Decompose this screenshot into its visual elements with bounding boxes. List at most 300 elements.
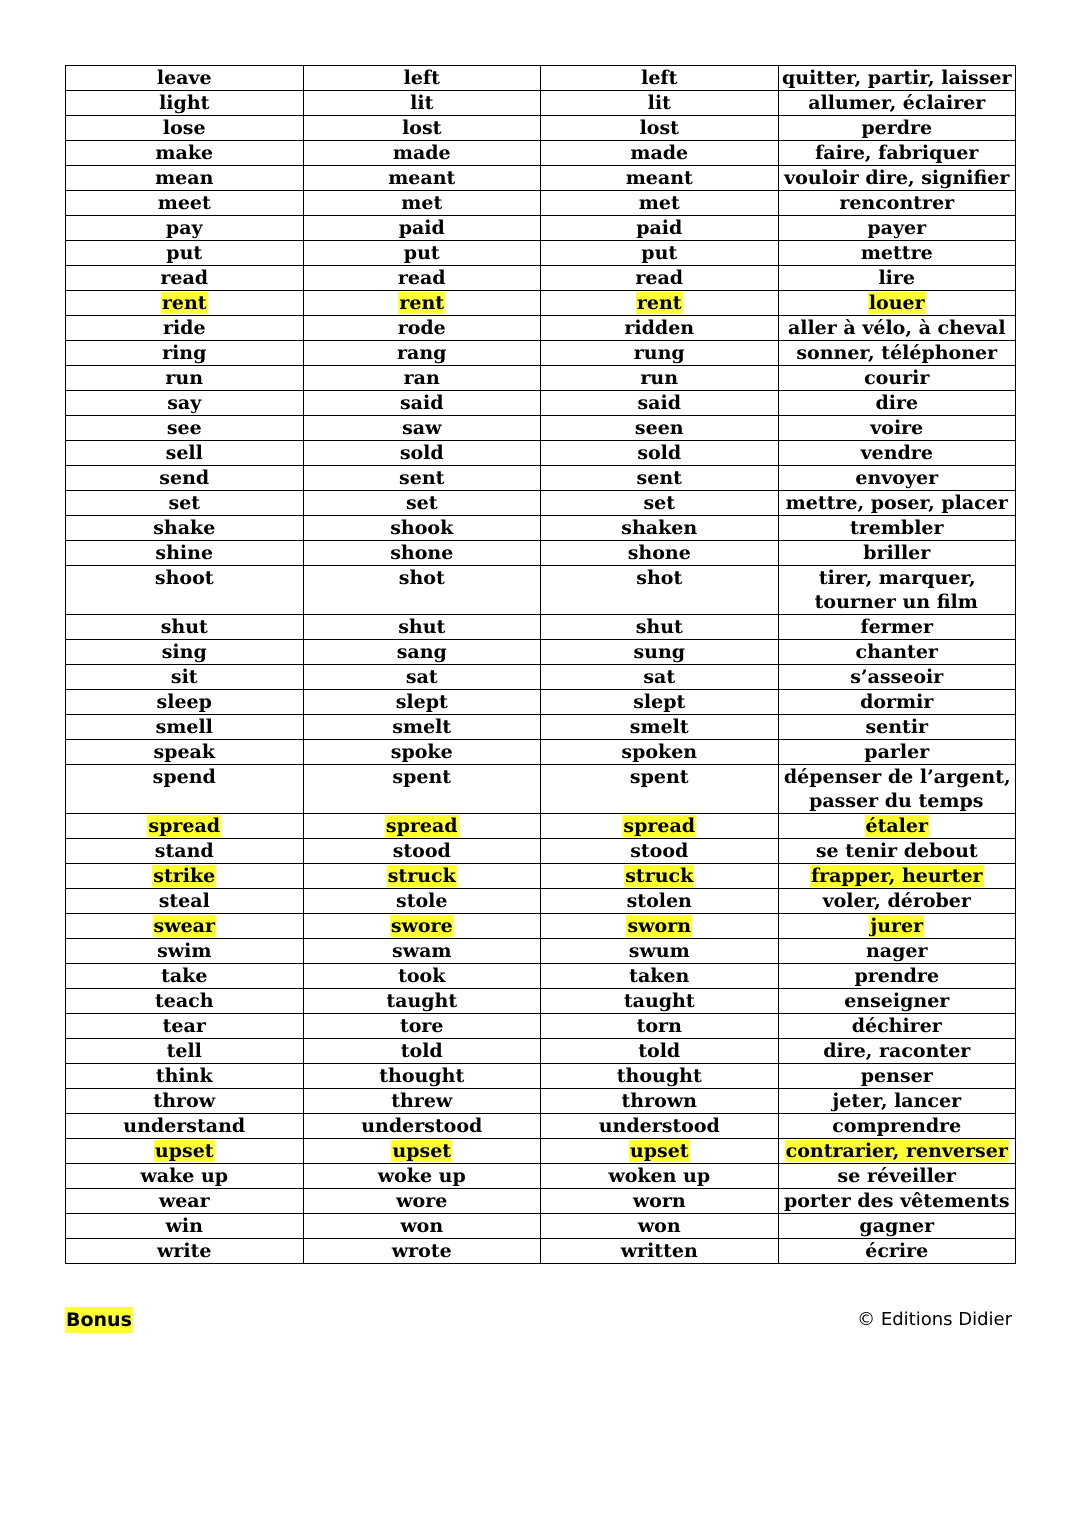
base-form-cell xyxy=(66,715,304,740)
past-simple-cell xyxy=(303,1014,541,1039)
base-form-cell xyxy=(66,914,304,939)
past-participle-cell xyxy=(541,1089,779,1114)
base-form-cell-text: ring xyxy=(162,342,207,364)
past-simple-cell xyxy=(303,391,541,416)
french-translation-cell xyxy=(778,640,1016,665)
past-participle-cell-text: seen xyxy=(634,417,684,439)
past-participle-cell-text: spoken xyxy=(621,741,698,763)
french-translation-cell xyxy=(778,266,1016,291)
base-form-cell-text: smell xyxy=(155,716,213,738)
past-participle-cell xyxy=(541,1014,779,1039)
past-participle-cell xyxy=(541,814,779,839)
french-translation-cell-text: penser xyxy=(860,1065,933,1087)
french-translation-cell-text: quitter, partir, laisser xyxy=(781,67,1012,89)
base-form-cell-text: wear xyxy=(158,1190,210,1212)
past-simple-cell-text: lost xyxy=(402,117,442,139)
table-row xyxy=(66,66,1016,91)
french-translation-cell-text: déchirer xyxy=(851,1015,942,1037)
past-simple-cell xyxy=(303,216,541,241)
past-simple-cell xyxy=(303,1089,541,1114)
past-simple-cell-text: won xyxy=(400,1215,444,1237)
past-simple-cell-text: rode xyxy=(397,317,446,339)
table-row xyxy=(66,1189,1016,1214)
french-translation-cell-text: jeter, lancer xyxy=(832,1090,962,1112)
past-simple-cell xyxy=(303,740,541,765)
past-simple-cell-text: lit xyxy=(410,92,434,114)
past-participle-cell-text: ridden xyxy=(624,317,695,339)
past-participle-cell xyxy=(541,416,779,441)
past-simple-cell-text: said xyxy=(399,392,444,414)
past-participle-cell-text: made xyxy=(630,142,689,164)
table-row xyxy=(66,366,1016,391)
french-translation-cell xyxy=(778,615,1016,640)
base-form-cell xyxy=(66,516,304,541)
french-translation-cell-text: dormir xyxy=(860,691,934,713)
base-form-cell xyxy=(66,864,304,889)
french-translation-cell-text: se tenir debout xyxy=(815,840,978,862)
past-simple-cell xyxy=(303,964,541,989)
past-simple-cell xyxy=(303,1239,541,1264)
past-participle-cell xyxy=(541,765,779,814)
table-row xyxy=(66,116,1016,141)
past-simple-cell-text: threw xyxy=(391,1090,453,1112)
table-row xyxy=(66,191,1016,216)
past-simple-cell xyxy=(303,715,541,740)
past-simple-cell xyxy=(303,1214,541,1239)
french-translation-cell-text: prendre xyxy=(854,965,940,987)
past-participle-cell xyxy=(541,839,779,864)
past-simple-cell-text: struck xyxy=(387,865,456,887)
past-simple-cell-text: upset xyxy=(392,1140,452,1162)
base-form-cell-text: wake up xyxy=(140,1165,229,1187)
table-row xyxy=(66,939,1016,964)
french-translation-cell-text: payer xyxy=(867,217,927,239)
french-translation-cell xyxy=(778,1164,1016,1189)
table-row xyxy=(66,864,1016,889)
french-translation-cell xyxy=(778,1239,1016,1264)
past-participle-cell xyxy=(541,615,779,640)
base-form-cell-text: make xyxy=(155,142,214,164)
past-participle-cell xyxy=(541,640,779,665)
past-participle-cell xyxy=(541,116,779,141)
past-simple-cell xyxy=(303,141,541,166)
table-row xyxy=(66,91,1016,116)
past-participle-cell xyxy=(541,466,779,491)
past-participle-cell-text: lost xyxy=(639,117,679,139)
base-form-cell xyxy=(66,191,304,216)
base-form-cell xyxy=(66,216,304,241)
base-form-cell-text: shut xyxy=(160,616,208,638)
past-participle-cell xyxy=(541,66,779,91)
past-participle-cell xyxy=(541,939,779,964)
past-simple-cell-text: shot xyxy=(398,567,445,589)
past-simple-cell-text: left xyxy=(403,67,440,89)
past-participle-cell-text: shot xyxy=(636,567,683,589)
table-row xyxy=(66,640,1016,665)
base-form-cell xyxy=(66,241,304,266)
past-participle-cell xyxy=(541,291,779,316)
base-form-cell-text: throw xyxy=(153,1090,216,1112)
base-form-cell-text: teach xyxy=(154,990,214,1012)
base-form-cell xyxy=(66,665,304,690)
base-form-cell xyxy=(66,341,304,366)
bonus-label: Bonus xyxy=(66,1309,132,1331)
past-participle-cell xyxy=(541,166,779,191)
past-participle-cell-text: spread xyxy=(623,815,696,837)
french-translation-cell xyxy=(778,690,1016,715)
past-participle-cell-text: worn xyxy=(632,1190,686,1212)
base-form-cell xyxy=(66,740,304,765)
french-translation-cell xyxy=(778,466,1016,491)
french-translation-cell-text: faire, fabriquer xyxy=(815,142,979,164)
french-translation-cell xyxy=(778,1064,1016,1089)
french-translation-cell-text: mettre xyxy=(860,242,933,264)
french-translation-cell xyxy=(778,1189,1016,1214)
base-form-cell-text: lose xyxy=(162,117,206,139)
past-participle-cell xyxy=(541,715,779,740)
french-translation-cell xyxy=(778,1214,1016,1239)
french-translation-cell xyxy=(778,366,1016,391)
french-translation-cell-text: sonner, téléphoner xyxy=(796,342,998,364)
base-form-cell xyxy=(66,316,304,341)
french-translation-cell xyxy=(778,216,1016,241)
past-simple-cell-text: tore xyxy=(399,1015,444,1037)
french-translation-cell xyxy=(778,864,1016,889)
past-participle-cell-text: sung xyxy=(633,641,686,663)
past-simple-cell xyxy=(303,366,541,391)
base-form-cell-text: sit xyxy=(170,666,198,688)
base-form-cell-text: swear xyxy=(153,915,215,937)
french-translation-cell xyxy=(778,715,1016,740)
past-participle-cell-text: slept xyxy=(633,691,686,713)
past-simple-cell xyxy=(303,839,541,864)
past-simple-cell xyxy=(303,1189,541,1214)
table-row xyxy=(66,1114,1016,1139)
base-form-cell-text: tell xyxy=(166,1040,202,1062)
french-translation-cell xyxy=(778,1039,1016,1064)
base-form-cell-text: speak xyxy=(153,741,216,763)
base-form-cell xyxy=(66,66,304,91)
past-simple-cell-text: told xyxy=(400,1040,443,1062)
french-translation-cell-text: dire, raconter xyxy=(823,1040,971,1062)
base-form-cell xyxy=(66,889,304,914)
past-participle-cell xyxy=(541,1214,779,1239)
french-translation-cell xyxy=(778,1114,1016,1139)
french-translation-cell-text: perdre xyxy=(861,117,933,139)
base-form-cell xyxy=(66,391,304,416)
past-participle-cell xyxy=(541,1114,779,1139)
french-translation-cell xyxy=(778,964,1016,989)
base-form-cell-text: spread xyxy=(148,815,221,837)
table-row xyxy=(66,765,1016,814)
french-translation-cell-text: allumer, éclairer xyxy=(808,92,986,114)
french-translation-cell xyxy=(778,914,1016,939)
past-simple-cell xyxy=(303,665,541,690)
past-participle-cell-text: rent xyxy=(636,292,682,314)
base-form-cell-text: pay xyxy=(165,217,203,239)
past-simple-cell-text: wrote xyxy=(391,1240,452,1262)
base-form-cell-text: sleep xyxy=(156,691,212,713)
past-simple-cell xyxy=(303,91,541,116)
table-row xyxy=(66,1014,1016,1039)
table-row xyxy=(66,1164,1016,1189)
past-participle-cell-text: written xyxy=(620,1240,698,1262)
french-translation-cell-text: comprendre xyxy=(832,1115,962,1137)
base-form-cell xyxy=(66,441,304,466)
french-translation-cell-text: chanter xyxy=(855,641,938,663)
french-translation-cell xyxy=(778,241,1016,266)
past-simple-cell-text: ran xyxy=(403,367,440,389)
base-form-cell xyxy=(66,640,304,665)
table-row xyxy=(66,491,1016,516)
french-translation-cell-text: se réveiller xyxy=(837,1165,956,1187)
french-translation-cell xyxy=(778,839,1016,864)
past-simple-cell xyxy=(303,1164,541,1189)
base-form-cell-text: say xyxy=(167,392,202,414)
past-simple-cell xyxy=(303,640,541,665)
past-simple-cell xyxy=(303,1114,541,1139)
french-translation-cell-text: jurer xyxy=(870,915,924,937)
past-participle-cell xyxy=(541,964,779,989)
past-participle-cell xyxy=(541,266,779,291)
past-participle-cell-text: thought xyxy=(616,1065,702,1087)
past-participle-cell-text: read xyxy=(635,267,684,289)
past-simple-cell-text: shut xyxy=(398,616,446,638)
french-translation-cell-text: gagner xyxy=(859,1215,935,1237)
past-simple-cell xyxy=(303,765,541,814)
base-form-cell xyxy=(66,566,304,615)
past-simple-cell-text: took xyxy=(398,965,446,987)
past-participle-cell xyxy=(541,1189,779,1214)
past-simple-cell xyxy=(303,241,541,266)
base-form-cell xyxy=(66,1239,304,1264)
past-simple-cell xyxy=(303,516,541,541)
base-form-cell xyxy=(66,266,304,291)
past-participle-cell xyxy=(541,1164,779,1189)
base-form-cell-text: mean xyxy=(155,167,214,189)
past-participle-cell-text: shone xyxy=(627,542,691,564)
french-translation-cell-text: vendre xyxy=(860,442,933,464)
past-simple-cell xyxy=(303,864,541,889)
past-simple-cell xyxy=(303,1139,541,1164)
french-translation-cell xyxy=(778,814,1016,839)
past-simple-cell xyxy=(303,914,541,939)
french-translation-cell-text: étaler xyxy=(865,815,928,837)
past-participle-cell xyxy=(541,1064,779,1089)
french-translation-cell-text: voler, dérober xyxy=(822,890,971,912)
french-translation-cell xyxy=(778,989,1016,1014)
past-simple-cell-text: smelt xyxy=(392,716,452,738)
past-participle-cell xyxy=(541,864,779,889)
base-form-cell-text: think xyxy=(155,1065,213,1087)
past-simple-cell-text: saw xyxy=(402,417,442,439)
past-simple-cell xyxy=(303,116,541,141)
french-translation-cell xyxy=(778,740,1016,765)
past-participle-cell-text: met xyxy=(638,192,680,214)
base-form-cell-text: sing xyxy=(161,641,207,663)
irregular-verbs-table xyxy=(65,65,1016,1264)
french-translation-cell xyxy=(778,341,1016,366)
french-translation-cell xyxy=(778,91,1016,116)
french-translation-cell xyxy=(778,166,1016,191)
french-translation-cell-text: tirer, marquer, tourner un film xyxy=(814,567,978,613)
base-form-cell xyxy=(66,166,304,191)
past-participle-cell-text: set xyxy=(643,492,676,514)
table-row xyxy=(66,914,1016,939)
table-row xyxy=(66,715,1016,740)
french-translation-cell xyxy=(778,516,1016,541)
table-row xyxy=(66,964,1016,989)
past-simple-cell xyxy=(303,466,541,491)
french-translation-cell-text: vouloir dire, signifier xyxy=(784,167,1010,189)
french-translation-cell xyxy=(778,141,1016,166)
past-participle-cell-text: run xyxy=(640,367,679,389)
past-participle-cell xyxy=(541,441,779,466)
base-form-cell-text: see xyxy=(166,417,202,439)
base-form-cell-text: shoot xyxy=(154,567,214,589)
french-translation-cell-text: sentir xyxy=(865,716,929,738)
table-row xyxy=(66,541,1016,566)
base-form-cell xyxy=(66,1114,304,1139)
past-simple-cell-text: spent xyxy=(392,766,452,788)
table-row xyxy=(66,216,1016,241)
past-participle-cell-text: upset xyxy=(629,1140,689,1162)
past-participle-cell-text: struck xyxy=(625,865,694,887)
past-simple-cell-text: taught xyxy=(386,990,458,1012)
past-simple-cell-text: rent xyxy=(399,292,445,314)
table-row xyxy=(66,441,1016,466)
french-translation-cell xyxy=(778,765,1016,814)
french-translation-cell-text: dire xyxy=(875,392,919,414)
past-participle-cell-text: torn xyxy=(636,1015,682,1037)
past-participle-cell-text: spent xyxy=(629,766,689,788)
base-form-cell-text: spend xyxy=(152,766,216,788)
past-simple-cell-text: spoke xyxy=(390,741,453,763)
french-translation-cell xyxy=(778,316,1016,341)
french-translation-cell-text: lire xyxy=(878,267,916,289)
base-form-cell xyxy=(66,416,304,441)
table-row xyxy=(66,1039,1016,1064)
table-row xyxy=(66,690,1016,715)
past-simple-cell-text: paid xyxy=(398,217,445,239)
past-simple-cell-text: rang xyxy=(397,342,447,364)
past-simple-cell-text: thought xyxy=(379,1065,465,1087)
table-row xyxy=(66,241,1016,266)
past-participle-cell xyxy=(541,1239,779,1264)
french-translation-cell xyxy=(778,566,1016,615)
french-translation-cell-text: mettre, poser, placer xyxy=(785,492,1008,514)
french-translation-cell-text: parler xyxy=(864,741,930,763)
table-row xyxy=(66,615,1016,640)
base-form-cell xyxy=(66,541,304,566)
table-row xyxy=(66,839,1016,864)
past-participle-cell xyxy=(541,191,779,216)
french-translation-cell xyxy=(778,66,1016,91)
past-participle-cell-text: swum xyxy=(628,940,690,962)
base-form-cell-text: send xyxy=(159,467,210,489)
table-row xyxy=(66,1239,1016,1264)
past-simple-cell xyxy=(303,291,541,316)
past-simple-cell-text: made xyxy=(392,142,451,164)
past-simple-cell xyxy=(303,441,541,466)
past-participle-cell xyxy=(541,366,779,391)
french-translation-cell xyxy=(778,291,1016,316)
past-simple-cell-text: swam xyxy=(392,940,452,962)
past-simple-cell xyxy=(303,66,541,91)
french-translation-cell xyxy=(778,1089,1016,1114)
table-row xyxy=(66,516,1016,541)
base-form-cell xyxy=(66,615,304,640)
past-participle-cell-text: shaken xyxy=(621,517,698,539)
past-simple-cell xyxy=(303,491,541,516)
base-form-cell xyxy=(66,989,304,1014)
past-participle-cell xyxy=(541,1039,779,1064)
past-participle-cell xyxy=(541,740,779,765)
table-row xyxy=(66,266,1016,291)
french-translation-cell xyxy=(778,1014,1016,1039)
past-simple-cell-text: wore xyxy=(396,1190,448,1212)
french-translation-cell xyxy=(778,191,1016,216)
past-participle-cell-text: taught xyxy=(623,990,695,1012)
past-participle-cell-text: put xyxy=(641,242,678,264)
past-participle-cell xyxy=(541,141,779,166)
past-participle-cell xyxy=(541,241,779,266)
past-simple-cell xyxy=(303,566,541,615)
past-participle-cell xyxy=(541,989,779,1014)
past-participle-cell xyxy=(541,541,779,566)
past-participle-cell-text: sold xyxy=(637,442,682,464)
past-participle-cell-text: thrown xyxy=(621,1090,697,1112)
past-simple-cell-text: swore xyxy=(390,915,453,937)
base-form-cell-text: read xyxy=(160,267,209,289)
base-form-cell-text: shine xyxy=(155,542,214,564)
base-form-cell xyxy=(66,690,304,715)
table-row xyxy=(66,466,1016,491)
base-form-cell xyxy=(66,291,304,316)
base-form-cell-text: steal xyxy=(158,890,210,912)
french-translation-cell-text: écrire xyxy=(865,1240,929,1262)
base-form-cell-text: leave xyxy=(156,67,212,89)
past-simple-cell xyxy=(303,266,541,291)
past-simple-cell xyxy=(303,615,541,640)
past-simple-cell-text: stole xyxy=(396,890,448,912)
base-form-cell-text: set xyxy=(168,492,201,514)
past-participle-cell xyxy=(541,665,779,690)
french-translation-cell-text: trembler xyxy=(849,517,944,539)
base-form-cell-text: swim xyxy=(157,940,212,962)
base-form-cell xyxy=(66,141,304,166)
french-translation-cell xyxy=(778,541,1016,566)
past-simple-cell-text: spread xyxy=(385,815,458,837)
past-simple-cell-text: put xyxy=(403,242,440,264)
past-participle-cell xyxy=(541,1139,779,1164)
base-form-cell xyxy=(66,366,304,391)
past-simple-cell xyxy=(303,989,541,1014)
base-form-cell xyxy=(66,814,304,839)
past-participle-cell-text: taken xyxy=(629,965,690,987)
base-form-cell xyxy=(66,466,304,491)
base-form-cell xyxy=(66,1214,304,1239)
past-simple-cell xyxy=(303,889,541,914)
verb-table-body xyxy=(66,66,1016,1264)
french-translation-cell xyxy=(778,1139,1016,1164)
table-row xyxy=(66,416,1016,441)
base-form-cell xyxy=(66,1139,304,1164)
past-simple-cell xyxy=(303,939,541,964)
past-participle-cell-text: understood xyxy=(598,1115,720,1137)
past-participle-cell-text: paid xyxy=(636,217,683,239)
base-form-cell-text: win xyxy=(165,1215,203,1237)
